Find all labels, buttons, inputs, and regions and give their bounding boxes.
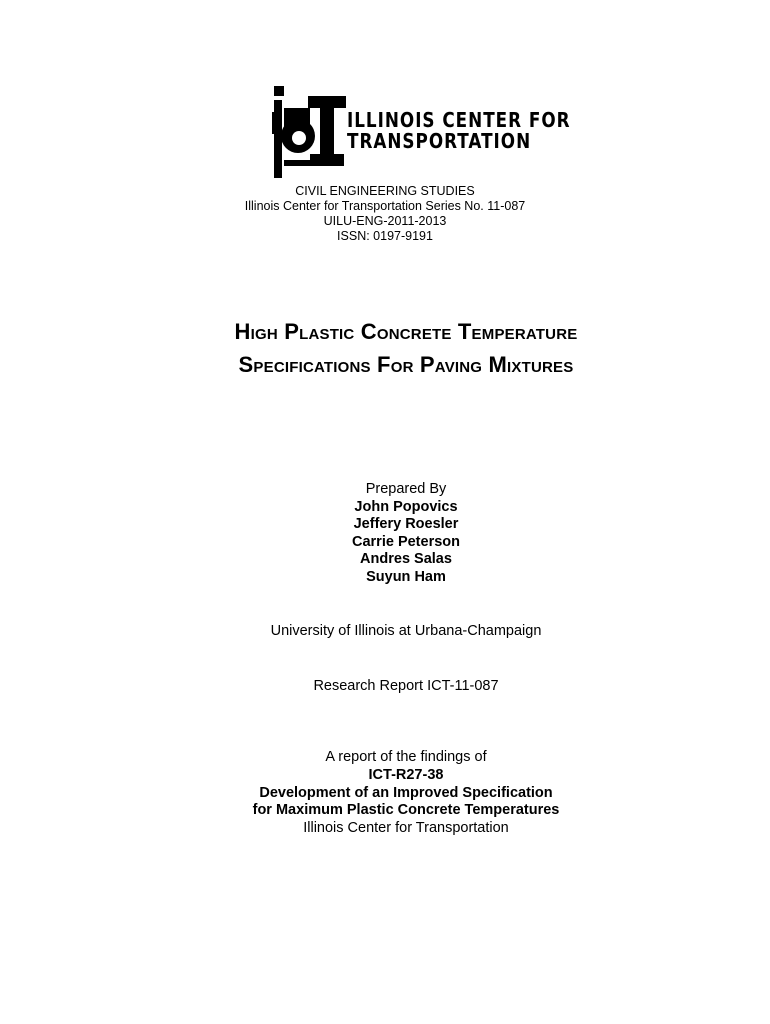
- logo-line-1: ILLINOIS CENTER FOR: [347, 108, 571, 132]
- project-number: ICT-R27-38: [368, 766, 444, 783]
- prepared-by-block: [0, 481, 770, 587]
- ict-mark-icon: [272, 86, 346, 178]
- issn: ISSN: 0197-9191: [337, 229, 433, 243]
- series-block: [0, 184, 770, 244]
- prepared-by-label: Prepared By: [365, 481, 447, 497]
- organization: Illinois Center for Transportation: [303, 820, 509, 837]
- project-title-line-2: for Maximum Plastic Concrete Temperatures: [252, 802, 560, 819]
- logo-line-2: TRANSPORTATION: [347, 129, 532, 153]
- author: Carrie Peterson: [352, 533, 460, 550]
- findings-block: [0, 749, 770, 838]
- author: Andres Salas: [360, 551, 452, 568]
- project-title-line-1: Development of an Improved Specification: [259, 784, 553, 801]
- title-line-1: High Plastic Concrete Temperature: [234, 319, 578, 344]
- author: Suyun Ham: [366, 568, 446, 585]
- report-code: UILU-ENG-2011-2013: [323, 214, 447, 228]
- department: CIVIL ENGINEERING STUDIES: [295, 184, 475, 198]
- author: Jeffery Roesler: [353, 516, 459, 533]
- title-line-2: Specifications For Paving Mixtures: [238, 352, 574, 377]
- university: University of Illinois at Urbana-Champaign: [270, 623, 542, 639]
- author: John Popovics: [354, 498, 458, 515]
- report-number: Research Report ICT-11-087: [313, 678, 499, 694]
- series-number: Illinois Center for Transportation Series No. 11-087: [244, 199, 526, 213]
- page-title: [0, 315, 770, 381]
- logo-wordmark: [347, 110, 571, 152]
- findings-intro: A report of the findings of: [325, 749, 487, 765]
